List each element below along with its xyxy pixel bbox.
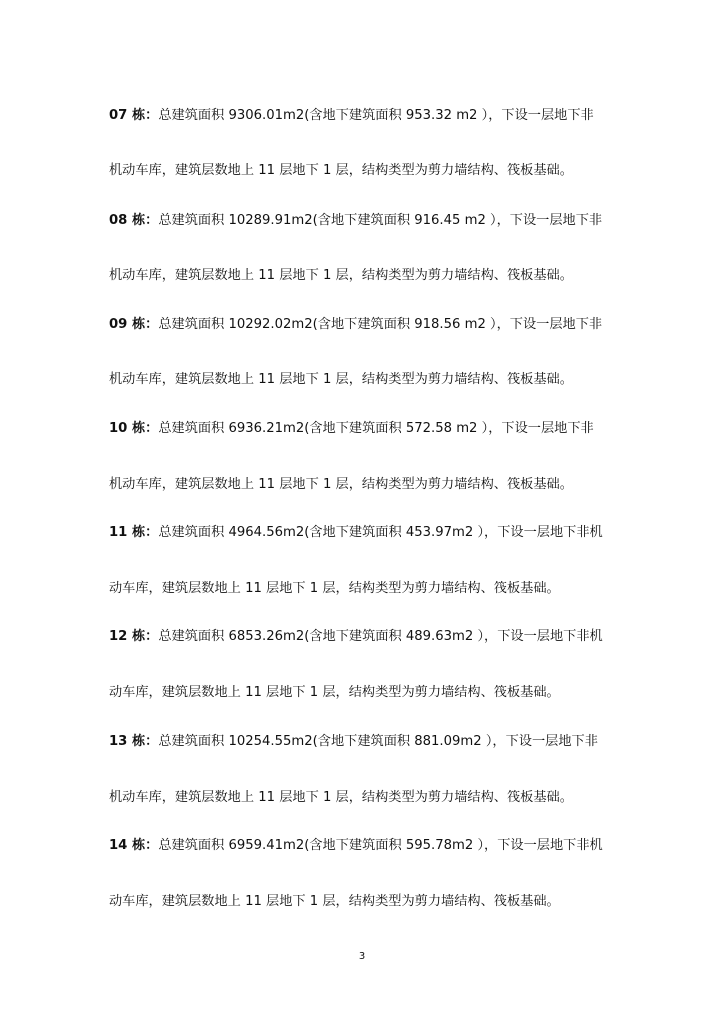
building-14-label: 14 栋： [109, 838, 159, 853]
building-09-line-2: 机动车库，建筑层数地上 11 层地下 1 层，结构类型为剪力墙结构、筏板基础。 [109, 372, 573, 387]
building-09-text-1: 总建筑面积 10292.02m2(含地下建筑面积 918.56 m2 ），下设一层地下非 [158, 317, 603, 332]
building-11-label: 11 栋： [109, 525, 159, 540]
building-11-text-1: 总建筑面积 4964.56m2(含地下建筑面积 453.97m2 ），下设一层地下非机 [158, 525, 603, 540]
page-number: 3 [358, 951, 366, 962]
building-07-line-1 [109, 107, 629, 125]
building-14-text-1: 总建筑面积 6959.41m2(含地下建筑面积 595.78m2 ），下设一层地下非机 [158, 838, 603, 853]
building-13-label: 13 栋： [109, 734, 159, 749]
building-10-label: 10 栋： [109, 421, 159, 436]
building-08-line-2: 机动车库，建筑层数地上 11 层地下 1 层，结构类型为剪力墙结构、筏板基础。 [109, 268, 573, 283]
building-08-text-1: 总建筑面积 10289.91m2(含地下建筑面积 916.45 m2 ），下设一层地下非 [158, 213, 603, 228]
building-10-line-1 [109, 420, 629, 438]
building-07-label: 07 栋： [109, 108, 159, 123]
building-08-line-1 [109, 212, 629, 230]
building-11-line-2: 动车库，建筑层数地上 11 层地下 1 层，结构类型为剪力墙结构、筏板基础。 [109, 581, 560, 596]
building-14-line-2: 动车库，建筑层数地上 11 层地下 1 层，结构类型为剪力墙结构、筏板基础。 [109, 894, 560, 909]
building-12-line-1 [109, 628, 629, 646]
building-10-text-1: 总建筑面积 6936.21m2(含地下建筑面积 572.58 m2 ），下设一层地下非 [158, 421, 594, 436]
building-13-line-2: 机动车库，建筑层数地上 11 层地下 1 层，结构类型为剪力墙结构、筏板基础。 [109, 790, 573, 805]
building-09-line-1 [109, 316, 629, 334]
building-11-line-1 [109, 524, 629, 542]
building-09-label: 09 栋： [109, 317, 159, 332]
building-07-text-1: 总建筑面积 9306.01m2(含地下建筑面积 953.32 m2 ），下设一层地下非 [158, 108, 594, 123]
building-12-text-1: 总建筑面积 6853.26m2(含地下建筑面积 489.63m2 ），下设一层地下非机 [158, 629, 603, 644]
building-10-line-2: 机动车库，建筑层数地上 11 层地下 1 层，结构类型为剪力墙结构、筏板基础。 [109, 477, 573, 492]
building-12-label: 12 栋： [109, 629, 159, 644]
building-13-line-1 [109, 733, 629, 751]
building-13-text-1: 总建筑面积 10254.55m2(含地下建筑面积 881.09m2 ），下设一层地下非 [158, 734, 598, 749]
building-07-line-2: 机动车库，建筑层数地上 11 层地下 1 层，结构类型为剪力墙结构、筏板基础。 [109, 163, 573, 178]
building-08-label: 08 栋： [109, 213, 159, 228]
building-12-line-2: 动车库，建筑层数地上 11 层地下 1 层，结构类型为剪力墙结构、筏板基础。 [109, 685, 560, 700]
building-14-line-1 [109, 837, 629, 855]
